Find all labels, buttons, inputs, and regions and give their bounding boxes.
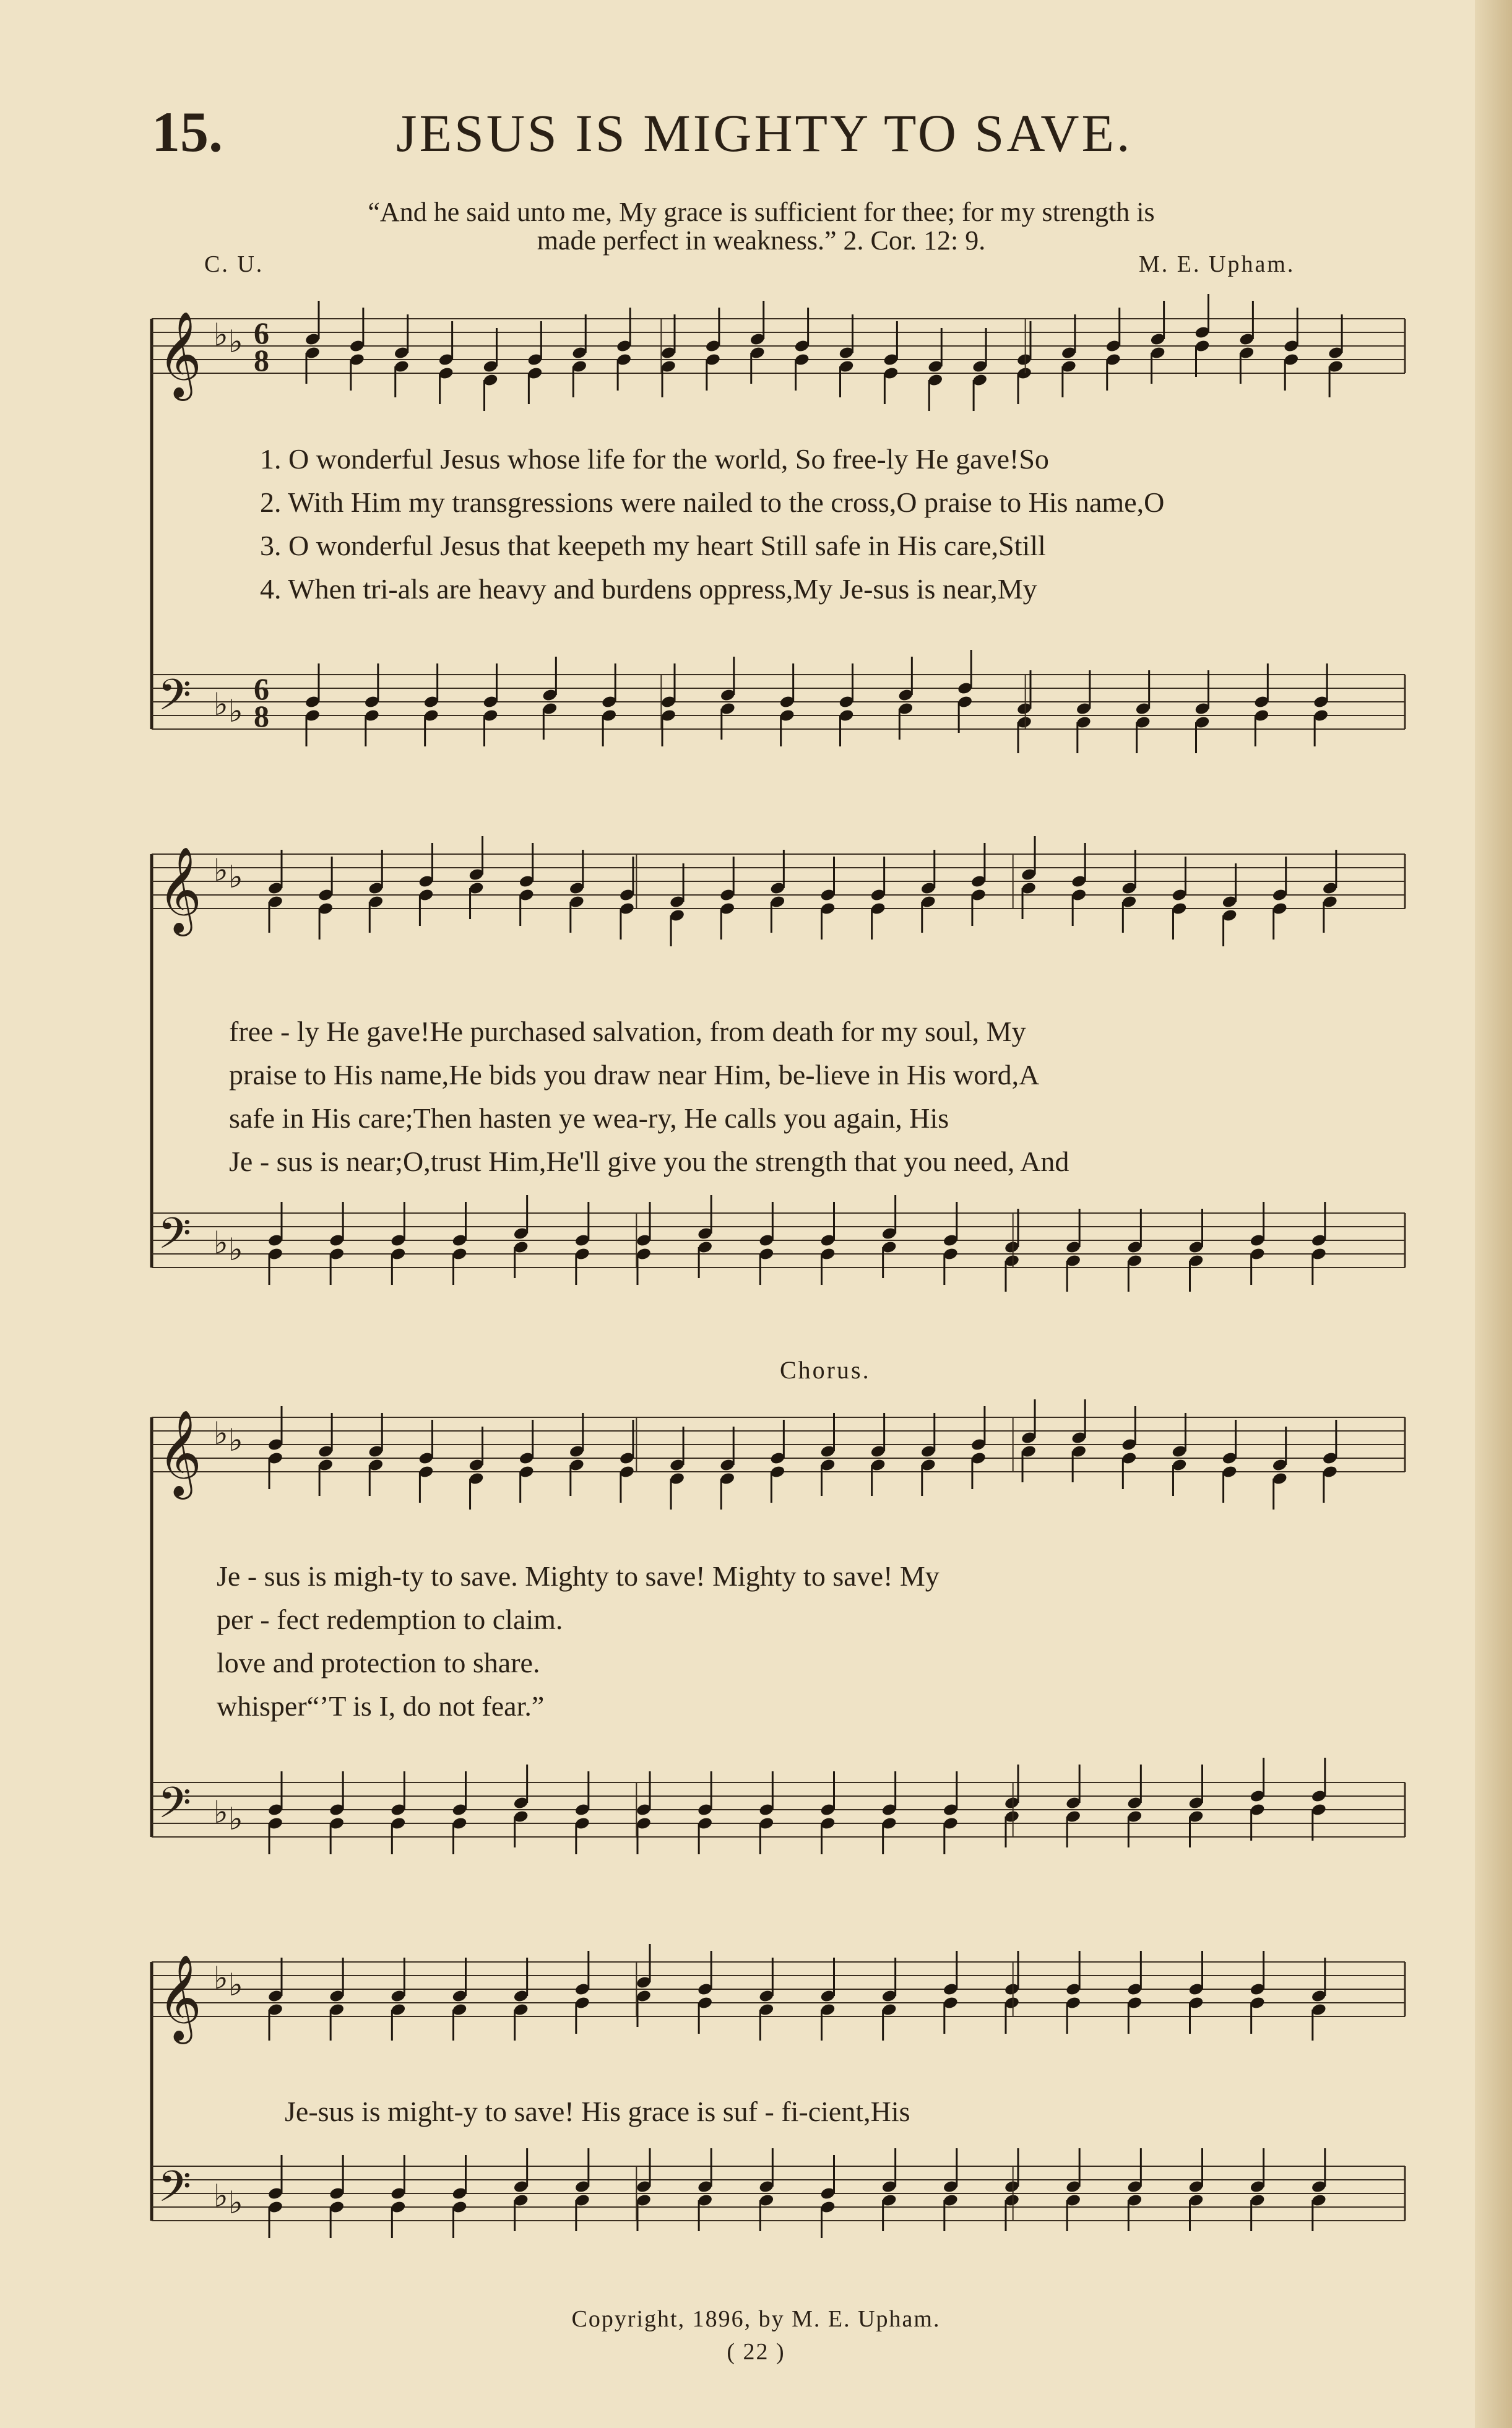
flat-icon: ♭ (214, 1415, 228, 1451)
flat-icon: ♭ (214, 1225, 228, 1261)
verse-3-line: 3. O wonderful Jesus that keepeth my heart Still safe in His care,Still (260, 530, 1046, 561)
flat-icon: ♭ (214, 686, 228, 722)
flat-icon: ♭ (214, 1960, 228, 1996)
verse-2-line: praise to His name,He bids you draw near Him, be-lieve in His word,A (229, 1059, 1040, 1091)
music-system-3 (139, 1393, 1414, 1906)
time-signature-digit: 6 (254, 672, 269, 706)
verse-1-line: free - ly He gave!He purchased salvation, from death for my soul, My (229, 1016, 1026, 1047)
page-edge (1475, 0, 1512, 2428)
verse-4-line: 4. When tri-als are heavy and burdens oppress,My Je-sus is near,My (260, 573, 1037, 605)
words-credit: C. U. (204, 251, 264, 277)
scripture-line-2: made perfect in weakness.” 2. Cor. 12: 9. (537, 225, 986, 256)
flat-icon: ♭ (214, 1794, 228, 1830)
flat-icon: ♭ (228, 693, 243, 729)
hymn-title: JESUS IS MIGHTY TO SAVE. (396, 103, 1133, 163)
verse-1-line: 1. O wonderful Jesus whose life for the world, So free-ly He gave!So (260, 443, 1049, 475)
flat-icon: ♭ (228, 1801, 243, 1837)
flat-icon: ♭ (228, 859, 243, 895)
music-system-4 (139, 1943, 1414, 2290)
music-credit: M. E. Upham. (1139, 251, 1295, 277)
scripture-quote (186, 198, 1337, 255)
flat-icon: ♭ (228, 1232, 243, 1268)
time-signature-digit: 8 (254, 343, 269, 378)
page-number: ( 22 ) (727, 2339, 785, 2365)
chorus-line-2: per - fect redemption to claim. (217, 1604, 563, 1635)
bass-clef-icon: 𝄢 (158, 1778, 192, 1838)
chorus-line-3: love and protection to share. (217, 1647, 540, 1678)
chorus-label: Chorus. (780, 1356, 871, 1384)
flat-icon: ♭ (214, 317, 228, 353)
chorus-line-5: Je-sus is might-y to save! His grace is suf - fi-cient,His (285, 2096, 910, 2127)
treble-clef-icon: 𝄞 (158, 1410, 202, 1496)
music-system-2 (139, 842, 1414, 1337)
verse-3-line: safe in His care;Then hasten ye wea-ry, He calls you again, His (229, 1102, 949, 1134)
verse-4-line: Je - sus is near;O,trust Him,He'll give you the strength that you need, And (229, 1146, 1069, 1177)
treble-clef-icon: 𝄞 (158, 847, 202, 933)
flat-icon: ♭ (214, 2178, 228, 2214)
copyright-notice: Copyright, 1896, by M. E. Upham. (571, 2306, 941, 2332)
hymn-number: 15. (152, 100, 223, 163)
scripture-line-1: “And he said unto me, My grace is sufficient for thee; for my strength is (368, 197, 1155, 227)
verse-2-line: 2. With Him my transgressions were nailed to the cross,O praise to His name,O (260, 486, 1165, 518)
treble-clef-icon: 𝄞 (158, 1955, 202, 2041)
treble-clef-icon: 𝄞 (158, 311, 202, 397)
flat-icon: ♭ (214, 852, 228, 888)
flat-icon: ♭ (228, 1422, 243, 1458)
music-system-1 (139, 309, 1414, 792)
flat-icon: ♭ (228, 1967, 243, 2003)
chorus-line-4: whisper“’T is I, do not fear.” (217, 1690, 545, 1722)
bass-clef-icon: 𝄢 (158, 670, 192, 730)
bass-clef-icon: 𝄢 (158, 1208, 192, 1269)
time-signature-digit: 6 (254, 316, 269, 350)
time-signature-digit: 8 (254, 699, 269, 733)
bass-clef-icon: 𝄢 (158, 2161, 192, 2222)
chorus-line-1: Je - sus is migh-ty to save. Mighty to save! Mighty to save! My (217, 1560, 940, 1592)
flat-icon: ♭ (228, 324, 243, 360)
flat-icon: ♭ (228, 2185, 243, 2221)
